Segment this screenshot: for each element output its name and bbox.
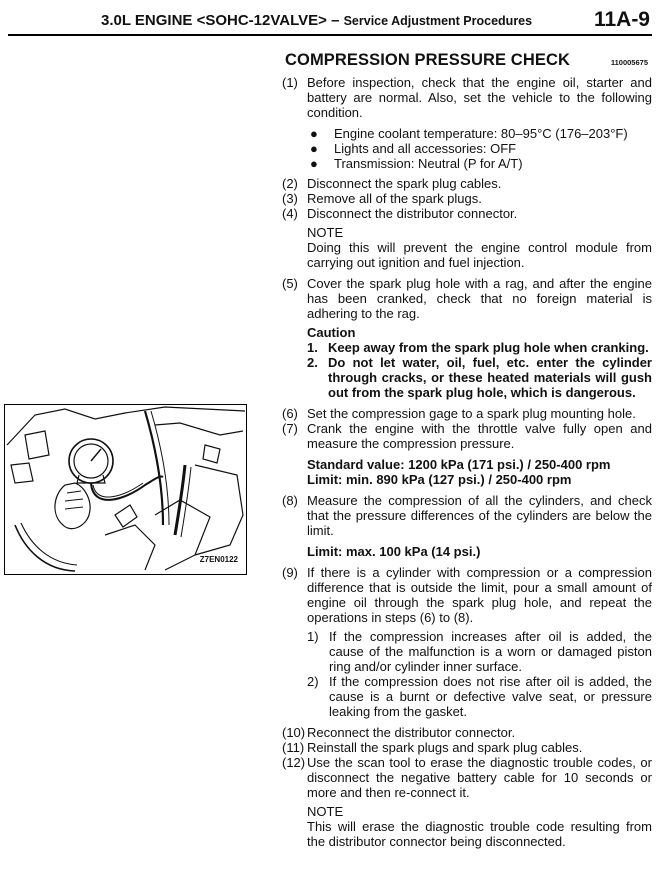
spec-values-1 xyxy=(307,457,652,487)
bullet-icon: ● xyxy=(310,141,318,156)
figure-label: Z7EN0122 xyxy=(199,555,238,564)
caution-block xyxy=(307,325,652,400)
header-divider xyxy=(8,34,652,36)
note-1 xyxy=(307,225,652,270)
step-11: (11) Reinstall the spark plugs and spark plug cables. xyxy=(282,740,583,755)
list-item: ● Transmission: Neutral (P for A/T) xyxy=(310,156,523,171)
sub-item: 1) If the compression increases after oil is added, the cause of the malfunction is a worn or damaged piston ring and/or cylinder inner surface. xyxy=(307,629,652,674)
header-title xyxy=(101,12,532,29)
list-item: ● Engine coolant temperature: 80–95°C (176–203°F) xyxy=(310,126,628,141)
step-number: (1) xyxy=(282,75,298,90)
step-2: (2) Disconnect the spark plug cables. xyxy=(282,176,502,191)
sub-item: 2) If the compression does not rise after oil is added, the cause is a burnt or defective valve seat, or pressure leaking from the gasket. xyxy=(307,674,652,719)
limit-value: Limit: max. 100 kPa (14 psi.) xyxy=(307,544,481,559)
step-9: (9) If there is a cylinder with compression or a compression difference that is outside the limit, pour a small amount of engine oil through the spark plug hole, and repeat the operations in steps (6) to (8). xyxy=(282,565,652,625)
caution-label: Caution xyxy=(307,325,356,340)
header-title-main: 3.0L ENGINE <SOHC-12VALVE> – xyxy=(101,12,344,29)
step-7: (7) Crank the engine with the throttle valve fully open and measure the compression pressure. xyxy=(282,421,652,451)
document-code: 110005675 xyxy=(610,58,648,67)
list-item: ● Lights and all accessories: OFF xyxy=(310,141,517,156)
figure-compression-gage xyxy=(4,404,247,575)
compression-gage-illustration-icon xyxy=(5,405,246,574)
note-label: NOTE xyxy=(307,804,344,819)
bullet-icon: ● xyxy=(310,156,318,171)
note-2 xyxy=(307,804,652,849)
step-8: (8) Measure the compression of all the cylinders, and check that the pressure differences of the cylinders are below the limit. xyxy=(282,493,652,538)
note-text: Doing this will prevent the engine control module from carrying out ignition and fuel injection. xyxy=(307,240,652,270)
step-10: (10) Reconnect the distributor connector. xyxy=(282,725,516,740)
step-6: (6) Set the compression gage to a spark plug mounting hole. xyxy=(282,406,636,421)
step-1 xyxy=(282,75,652,120)
step-text: Before inspection, check that the engine oil, starter and battery are normal. Also, set the vehicle to the following condition. xyxy=(307,75,652,120)
limit-value: Limit: min. 890 kPa (127 psi.) / 250-400 rpm xyxy=(307,472,572,487)
section-title: COMPRESSION PRESSURE CHECK xyxy=(285,51,570,69)
spec-values-2 xyxy=(307,544,652,559)
header-title-sub: Service Adjustment Procedures xyxy=(343,14,533,28)
step-3: (3) Remove all of the spark plugs. xyxy=(282,191,482,206)
standard-value: Standard value: 1200 kPa (171 psi.) / 250-400 rpm xyxy=(307,457,611,472)
step-12: (12) Use the scan tool to erase the diagnostic trouble codes, or disconnect the negative battery cable for 10 seconds or more and then re-connect it. xyxy=(282,755,652,800)
step-5: (5) Cover the spark plug hole with a rag, and after the engine has been cranked, check that no foreign material is adhering to the rag. xyxy=(282,276,652,321)
page-header xyxy=(0,0,660,36)
condition-list xyxy=(308,126,652,171)
note-label: NOTE xyxy=(307,225,344,240)
note-text: This will erase the diagnostic trouble code resulting from the distributor connector being disconnected. xyxy=(307,819,652,849)
bullet-icon: ● xyxy=(310,126,318,141)
page-number: 11A-9 xyxy=(593,8,650,31)
caution-item: 2. Do not let water, oil, fuel, etc. enter the cylinder through cracks, or these heated materials will gush out from the spark plug hole, which is dangerous. xyxy=(307,355,652,400)
caution-item: 1. Keep away from the spark plug hole when cranking. xyxy=(307,340,649,355)
step-4: (4) Disconnect the distributor connector. xyxy=(282,206,518,221)
procedure-content xyxy=(282,75,652,855)
